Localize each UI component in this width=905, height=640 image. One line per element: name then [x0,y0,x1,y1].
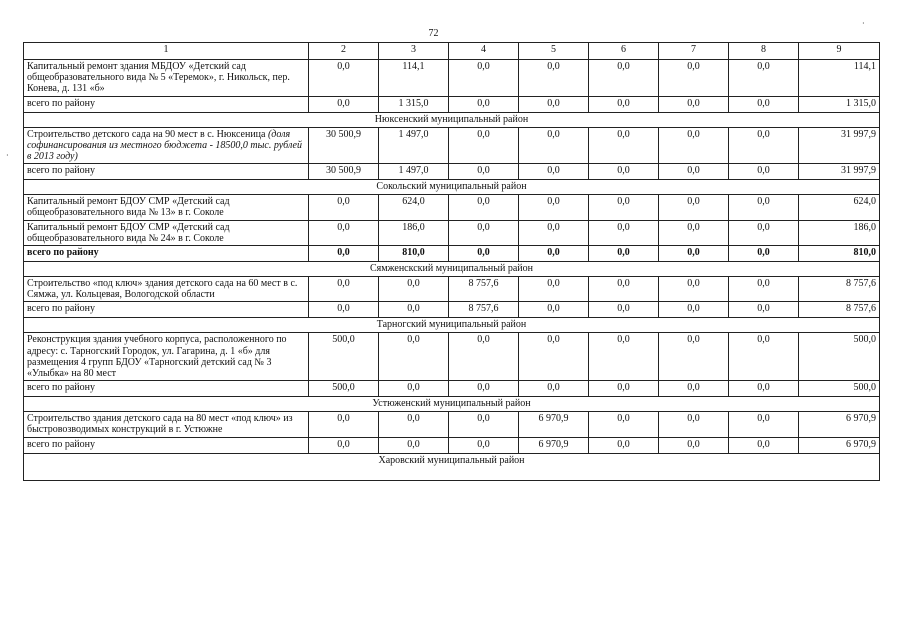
region-header-row [24,318,880,333]
amount-cell: 1 315,0 [379,96,449,112]
amount-cell: 0,0 [659,60,729,97]
amount-cell: 0,0 [729,302,799,318]
amount-cell: 6 970,9 [519,412,589,437]
project-name-text: всего по району [27,247,99,259]
amount-cell: 8 757,6 [449,302,519,318]
amount-cell: 0,0 [729,437,799,453]
amount-cell: 0,0 [729,333,799,381]
row-total-value: 500,0 [799,333,880,381]
row-total-value: 31 997,9 [799,164,880,180]
amount-cell: 0,0 [659,127,729,164]
amount-cell: 30 500,9 [309,127,379,164]
amount-cell: 0,0 [449,412,519,437]
amount-cell: 0,0 [729,220,799,245]
amount-cell: 0,0 [449,437,519,453]
amount-cell: 1 497,0 [379,164,449,180]
amount-cell: 0,0 [659,195,729,220]
total-label [24,381,309,397]
scan-mark: · [862,19,865,28]
amount-cell: 0,0 [309,437,379,453]
amount-cell: 0,0 [519,333,589,381]
table-body [24,60,880,481]
amount-cell: 0,0 [589,412,659,437]
total-label [24,246,309,262]
amount-cell: 0,0 [589,302,659,318]
district-total-row [24,96,880,112]
column-header: 2 [309,43,379,60]
column-header: 3 [379,43,449,60]
project-row [24,195,880,220]
cofinancing-note: (доля софинансирования из местного бюджета - 18500,0 тыс. рублей в 2013 году) [27,128,302,163]
column-header: 8 [729,43,799,60]
district-total-row [24,164,880,180]
amount-cell: 0,0 [729,60,799,97]
total-label [24,302,309,318]
region-name: Сокольский муниципальный район [24,180,880,195]
amount-cell: 0,0 [309,302,379,318]
amount-cell: 6 970,9 [519,437,589,453]
amount-cell: 0,0 [589,127,659,164]
amount-cell: 0,0 [309,60,379,97]
amount-cell: 0,0 [449,96,519,112]
amount-cell: 624,0 [379,195,449,220]
amount-cell: 0,0 [659,412,729,437]
amount-cell: 0,0 [379,333,449,381]
row-total-value: 6 970,9 [799,412,880,437]
amount-cell: 0,0 [519,164,589,180]
region-header-row [24,397,880,412]
amount-cell: 0,0 [659,96,729,112]
amount-cell: 0,0 [729,96,799,112]
region-name: Нюксенский муниципальный район [24,112,880,127]
amount-cell: 0,0 [589,381,659,397]
amount-cell: 0,0 [729,412,799,437]
row-total-value: 31 997,9 [799,127,880,164]
amount-cell: 0,0 [519,246,589,262]
project-row [24,333,880,381]
project-row [24,127,880,164]
amount-cell: 0,0 [379,412,449,437]
row-total-value: 6 970,9 [799,437,880,453]
project-name-text: всего по району [27,303,96,315]
amount-cell: 0,0 [519,220,589,245]
project-name [24,412,309,437]
amount-cell: 0,0 [449,246,519,262]
region-header-row [24,453,880,480]
column-header: 6 [589,43,659,60]
column-header: 5 [519,43,589,60]
region-name: Сямженскский муниципальный район [24,262,880,277]
project-name-text: Капитальный ремонт БДОУ СМР «Детский сад общеобразовательного вида № 24» в г. Соколе [27,221,230,244]
amount-cell: 0,0 [589,220,659,245]
amount-cell: 0,0 [309,246,379,262]
amount-cell: 0,0 [519,195,589,220]
project-row [24,277,880,302]
amount-cell: 0,0 [309,220,379,245]
amount-cell: 0,0 [659,381,729,397]
project-name-text: Строительство детского сада на 90 мест в с. Нюксеница [27,128,266,140]
district-total-row [24,437,880,453]
project-name-text: Строительство здания детского сада на 80 мест «под ключ» из быстровозводимых конструкций в г. Устюжне [27,413,293,436]
project-name-text: Строительство «под ключ» здания детского сада на 60 мест в с. Сямжа, ул. Кольцевая, Вологодской области [27,278,298,301]
amount-cell: 0,0 [589,246,659,262]
total-label [24,96,309,112]
amount-cell: 0,0 [589,333,659,381]
amount-cell: 0,0 [449,127,519,164]
amount-cell: 0,0 [309,195,379,220]
amount-cell: 0,0 [449,164,519,180]
amount-cell: 0,0 [729,277,799,302]
amount-cell: 0,0 [309,96,379,112]
amount-cell: 0,0 [519,302,589,318]
page-number: 72 [428,28,439,39]
total-label [24,164,309,180]
project-name [24,333,309,381]
region-header-row [24,180,880,195]
amount-cell: 0,0 [379,302,449,318]
project-name-text: всего по району [27,165,96,177]
project-name [24,60,309,97]
amount-cell: 0,0 [589,60,659,97]
row-total-value: 186,0 [799,220,880,245]
amount-cell: 0,0 [449,60,519,97]
project-name [24,220,309,245]
amount-cell: 0,0 [519,96,589,112]
amount-cell: 500,0 [309,381,379,397]
amount-cell: 0,0 [379,381,449,397]
amount-cell: 0,0 [449,381,519,397]
amount-cell: 0,0 [449,333,519,381]
row-total-value: 8 757,6 [799,302,880,318]
region-header-row [24,262,880,277]
project-name [24,127,309,164]
project-name-text: Реконструкция здания учебного корпуса, расположенного по адресу: с. Тарногский Городок, ул. Гагарина, д. 1 «б» для размещения 4 групп БДОУ «Тарногский детский сад № 3 «Улыбка» на 80 мест [27,334,287,380]
amount-cell: 0,0 [519,381,589,397]
region-header-row [24,112,880,127]
project-name-text: всего по району [27,97,96,109]
funding-table [23,42,880,481]
amount-cell: 1 497,0 [379,127,449,164]
amount-cell: 0,0 [659,333,729,381]
row-total-value: 624,0 [799,195,880,220]
amount-cell: 186,0 [379,220,449,245]
total-label [24,437,309,453]
project-name [24,277,309,302]
amount-cell: 0,0 [519,60,589,97]
amount-cell: 0,0 [659,277,729,302]
district-total-row [24,302,880,318]
row-total-value: 500,0 [799,381,880,397]
amount-cell: 0,0 [659,437,729,453]
amount-cell: 0,0 [659,246,729,262]
amount-cell: 114,1 [379,60,449,97]
amount-cell: 0,0 [449,195,519,220]
project-name-text: Капитальный ремонт здания МБДОУ «Детский сад общеобразовательного вида № 5 «Теремок», г. Никольск, пер. Конева, д. 131 «б» [27,61,290,95]
row-total-value: 114,1 [799,60,880,97]
project-row [24,60,880,97]
row-total-value: 810,0 [799,246,880,262]
header-row [24,43,880,60]
amount-cell: 0,0 [379,437,449,453]
amount-cell: 0,0 [589,277,659,302]
district-total-row [24,246,880,262]
project-row [24,220,880,245]
column-header: 9 [799,43,880,60]
project-row [24,412,880,437]
column-header: 4 [449,43,519,60]
project-name-text: Капитальный ремонт БДОУ СМР «Детский сад общеобразовательного вида № 13» в г. Соколе [27,196,230,219]
amount-cell: 0,0 [589,437,659,453]
amount-cell: 0,0 [309,412,379,437]
amount-cell: 0,0 [309,277,379,302]
amount-cell: 0,0 [659,302,729,318]
amount-cell: 0,0 [729,127,799,164]
amount-cell: 0,0 [589,195,659,220]
amount-cell: 8 757,6 [449,277,519,302]
region-name: Харовский муниципальный район [24,453,880,480]
amount-cell: 0,0 [729,381,799,397]
project-name [24,195,309,220]
row-total-value: 8 757,6 [799,277,880,302]
row-total-value: 1 315,0 [799,96,880,112]
project-name-text: всего по району [27,382,96,394]
district-total-row [24,381,880,397]
amount-cell: 500,0 [309,333,379,381]
amount-cell: 0,0 [379,277,449,302]
amount-cell: 0,0 [729,195,799,220]
amount-cell: 0,0 [659,164,729,180]
amount-cell: 0,0 [729,246,799,262]
amount-cell: 0,0 [519,277,589,302]
amount-cell: 0,0 [589,164,659,180]
amount-cell: 0,0 [659,220,729,245]
region-name: Устюженский муниципальный район [24,397,880,412]
column-header: 1 [24,43,309,60]
scan-mark: · [6,151,9,160]
column-header: 7 [659,43,729,60]
amount-cell: 30 500,9 [309,164,379,180]
amount-cell: 0,0 [729,164,799,180]
region-name: Тарногский муниципальный район [24,318,880,333]
amount-cell: 0,0 [519,127,589,164]
amount-cell: 0,0 [449,220,519,245]
amount-cell: 810,0 [379,246,449,262]
project-name-text: всего по району [27,438,96,450]
amount-cell: 0,0 [589,96,659,112]
